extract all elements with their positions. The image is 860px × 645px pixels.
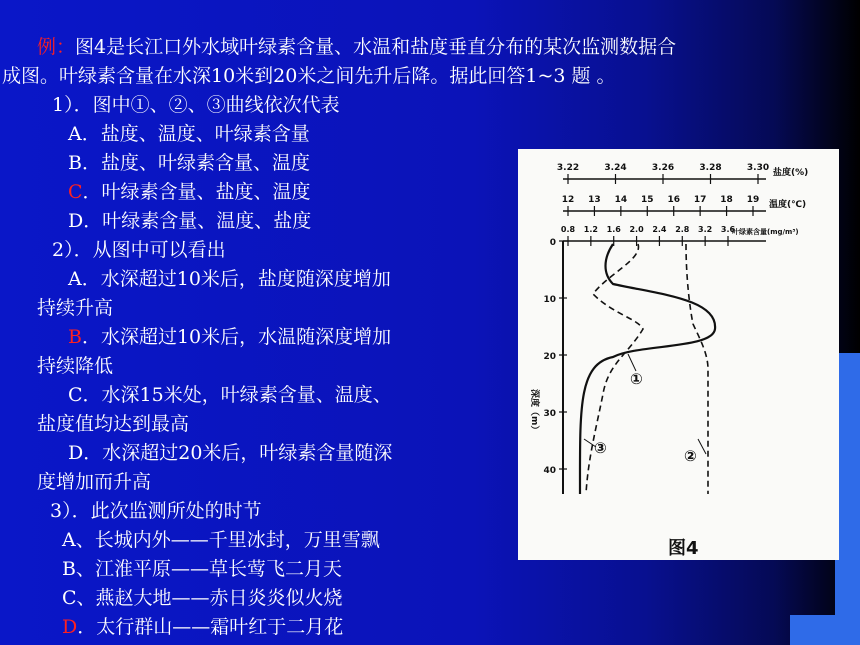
chlorophyll-tick-label: 2.8	[675, 225, 690, 234]
q2-option-b-cont: 持续降低	[37, 355, 114, 377]
answer-letter: D	[62, 616, 78, 638]
salinity-ticks	[557, 163, 769, 184]
intro-line-1	[37, 33, 676, 61]
temperature-tick-label: 12	[561, 195, 575, 205]
intro-line-2: 成图。叶绿素含量在水深10米到20米之间先升后降。据此回答1~3 题 。	[2, 65, 616, 87]
depth-tick-label: 20	[543, 352, 556, 362]
figure-caption: 图4	[668, 538, 699, 559]
q2-option-d: D．水深超过20米后，叶绿素含量随深	[68, 442, 393, 464]
salinity-axis-label: 盐度(%)	[773, 168, 809, 178]
curve-label-3: ③	[594, 439, 607, 457]
answer-letter: C	[68, 181, 83, 203]
figure-4	[518, 149, 839, 560]
temperature-ticks	[562, 195, 760, 216]
chlorophyll-tick-label: 3.6	[720, 225, 736, 234]
q3-option-d: D．太行群山——霜叶红于二月花	[62, 616, 344, 638]
q2-option-c: C．水深15米处，叶绿素含量、温度、	[68, 384, 392, 406]
q3-stem: 3）．此次监测所处的时节	[50, 500, 262, 522]
q2-option-a-cont: 持续升高	[37, 297, 114, 319]
chlorophyll-tick-label: 1.2	[583, 225, 598, 234]
q2-option-b: B．水深超过10米后，水温随深度增加	[68, 326, 392, 348]
temperature-tick-label: 17	[693, 195, 707, 205]
salinity-tick-label: 3.22	[556, 163, 580, 173]
intro-label: 例：	[37, 36, 76, 58]
salinity-tick-label: 3.28	[699, 163, 722, 173]
q2-stem: 2）．从图中可以看出	[52, 239, 226, 261]
q1-option-a: A．盐度、温度、叶绿素含量	[68, 123, 310, 145]
q3-option-a: A、长城内外——千里冰封，万里雪飘	[62, 529, 380, 551]
q2-option-c-cont: 盐度值均达到最高	[37, 413, 190, 435]
temperature-tick-label: 19	[746, 195, 760, 205]
temperature-axis-label: 温度(℃)	[769, 200, 807, 210]
temperature-tick-label: 16	[667, 195, 680, 205]
salinity-tick-label: 3.24	[604, 163, 627, 173]
figure-4-chart	[518, 149, 839, 560]
chlorophyll-axis-label: 叶绿素含量(mg/m³)	[732, 228, 799, 236]
chlorophyll-tick-label: 1.6	[606, 225, 621, 234]
chlorophyll-ticks	[561, 225, 736, 246]
chlorophyll-tick-label: 2.4	[652, 225, 667, 234]
temperature-tick-label: 18	[720, 195, 733, 205]
q3-option-b: B、江淮平原——草长莺飞二月天	[62, 558, 342, 580]
chlorophyll-tick-label: 2.0	[629, 225, 644, 234]
q3-option-c: C、燕赵大地——赤日炎炎似火烧	[62, 587, 343, 609]
chlorophyll-tick-label: 0.8	[560, 225, 576, 234]
depth-axis-label: 深度（m）	[529, 389, 539, 435]
q2-option-d-cont: 度增加而升高	[37, 471, 152, 493]
answer-letter: B	[68, 326, 82, 348]
depth-tick-label: 40	[543, 466, 556, 476]
salinity-tick-label: 3.30	[746, 163, 770, 173]
chlorophyll-tick-label: 3.2	[698, 225, 713, 234]
q1-option-d: D．叶绿素含量、温度、盐度	[68, 210, 312, 232]
q2-option-a: A．水深超过10米后，盐度随深度增加	[68, 268, 391, 290]
temperature-tick-label: 15	[641, 195, 654, 205]
intro-text-1: 图4是长江口外水域叶绿素含量、水温和盐度垂直分布的某次监测数据合	[75, 36, 677, 58]
q1-stem: 1）．图中①、②、③曲线依次代表	[52, 94, 340, 116]
q1-option-c: C．叶绿素含量、盐度、温度	[68, 181, 311, 203]
decorative-bar-bottom	[790, 615, 860, 645]
q1-option-b: B．盐度、叶绿素含量、温度	[68, 152, 310, 174]
depth-tick-label: 30	[543, 409, 556, 419]
temperature-tick-label: 14	[614, 195, 628, 205]
depth-tick-label: 0	[549, 238, 556, 248]
curve-label-1: ①	[630, 370, 643, 388]
temperature-tick-label: 13	[588, 195, 601, 205]
salinity-tick-label: 3.26	[651, 163, 675, 173]
curve-label-2: ②	[684, 447, 697, 465]
depth-tick-label: 10	[543, 295, 556, 305]
